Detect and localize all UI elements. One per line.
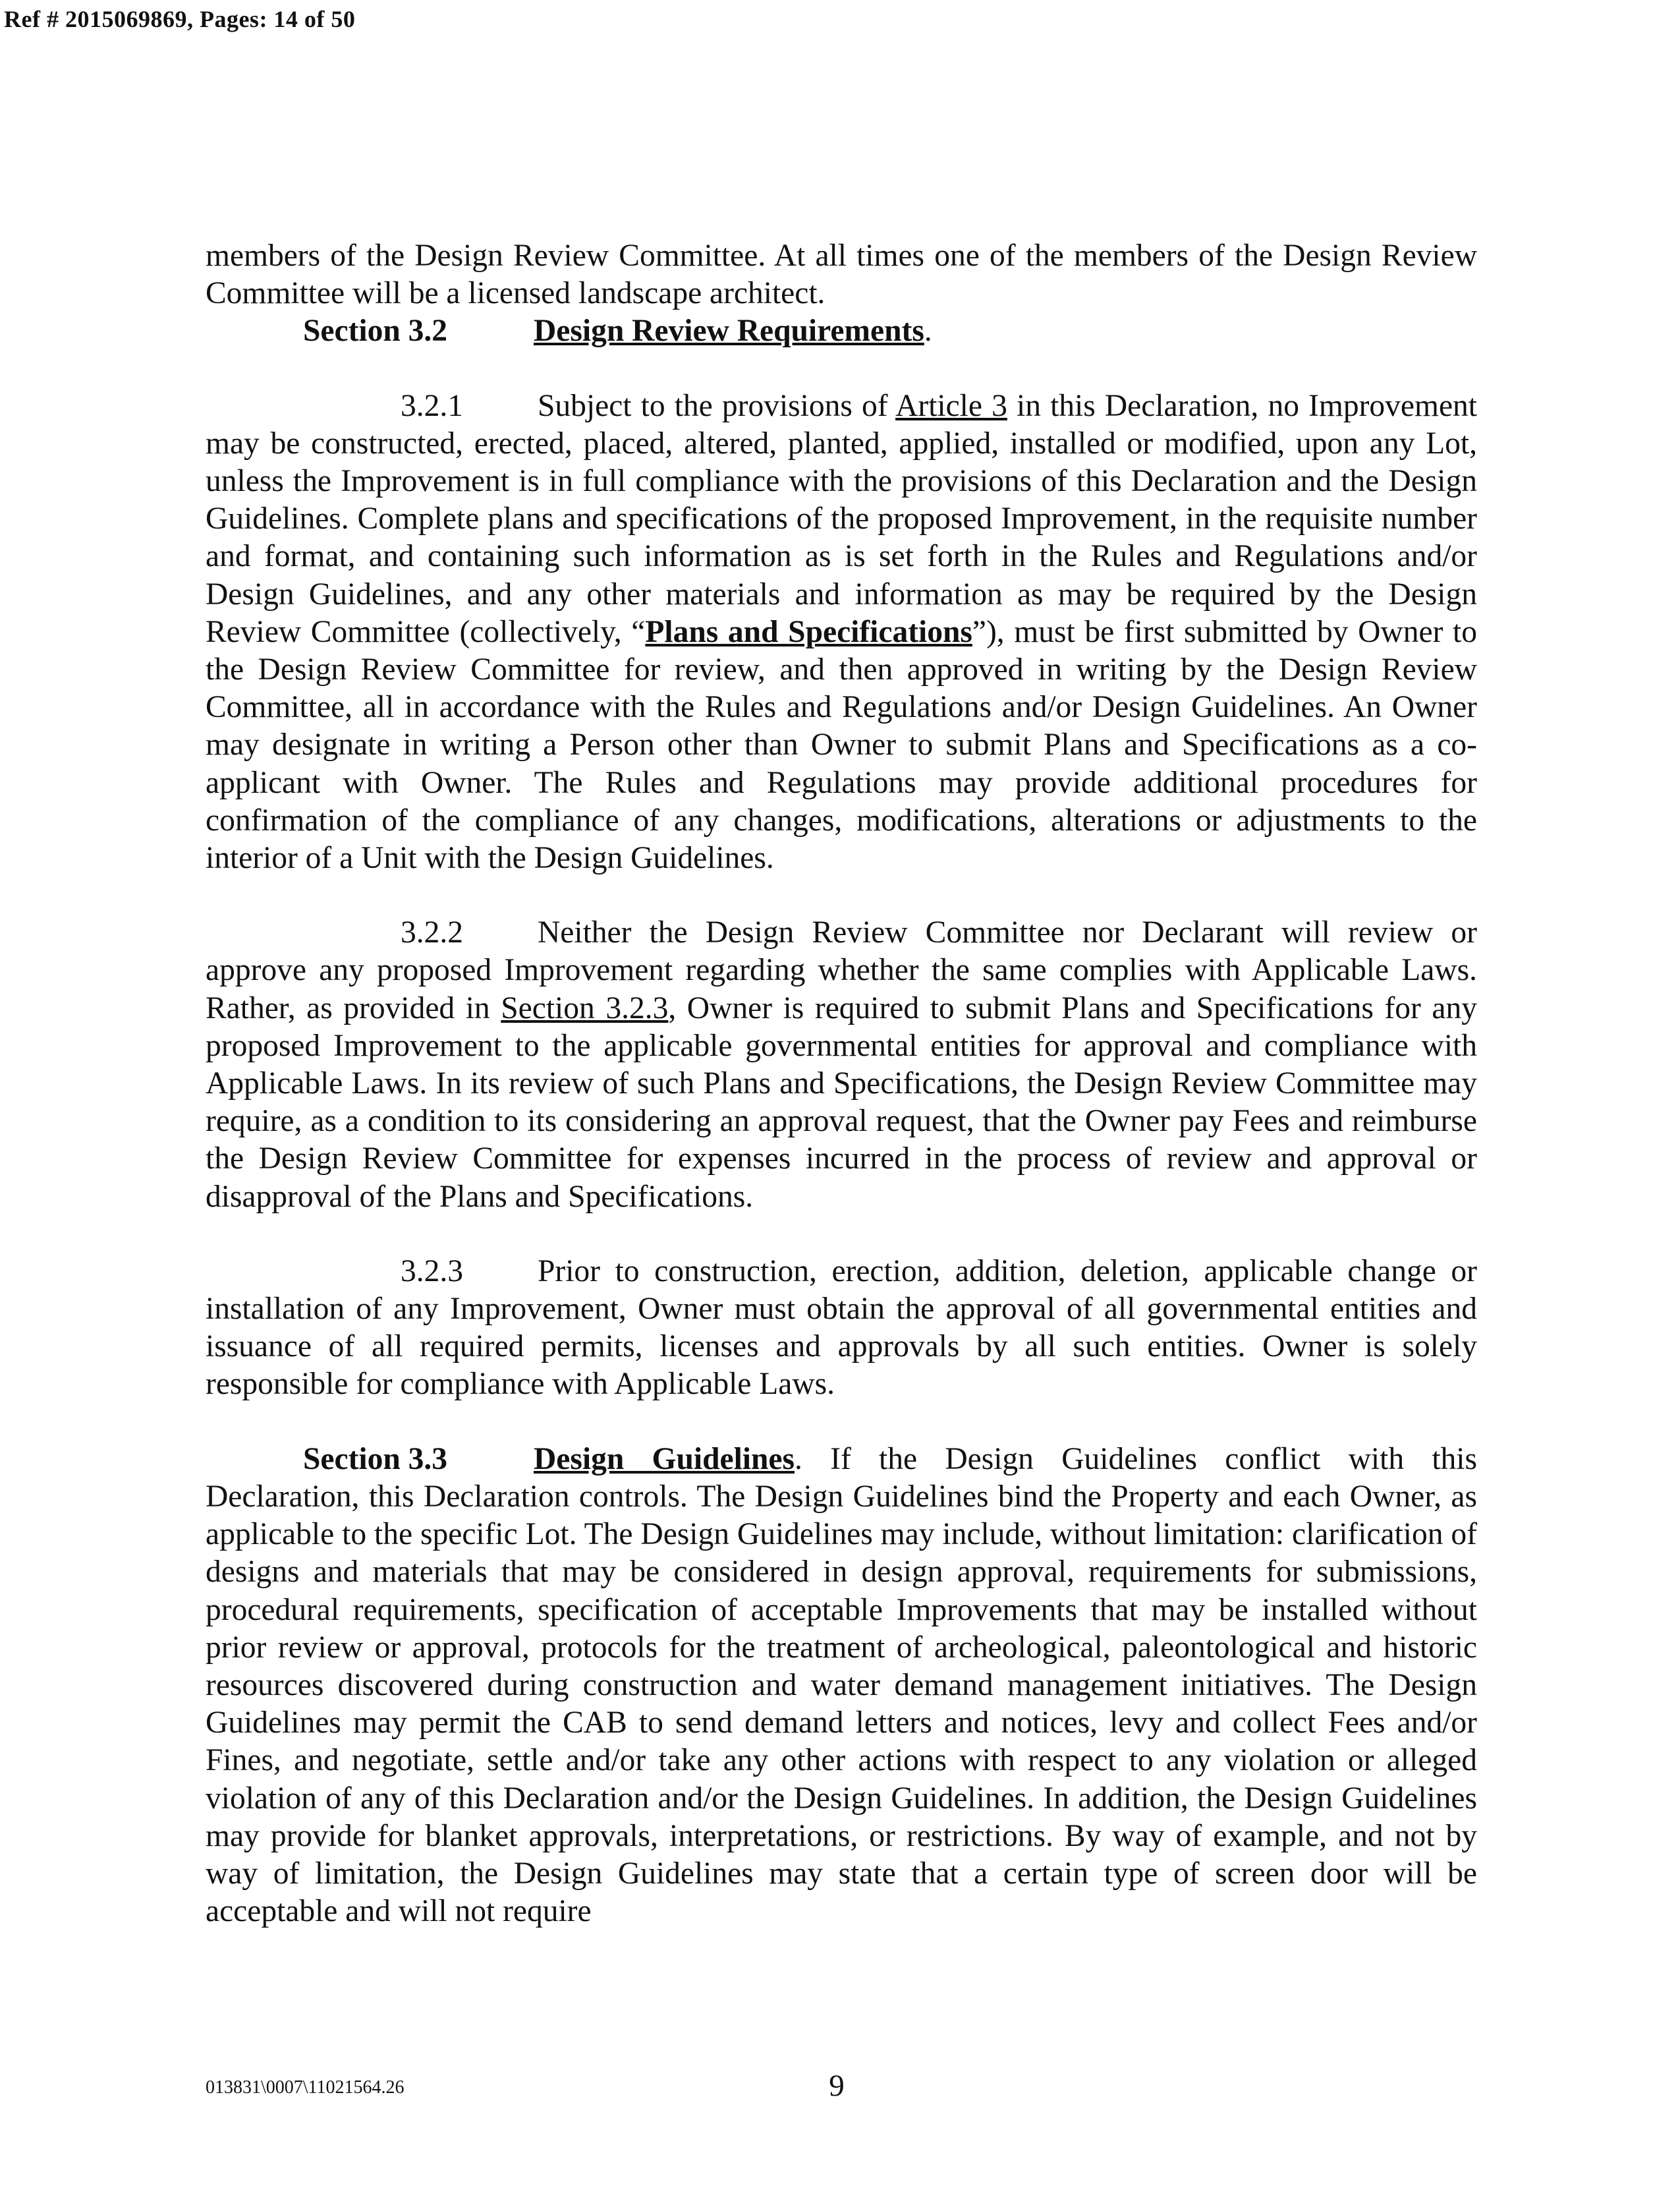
page-number: 9 xyxy=(829,2069,845,2103)
paragraph-text: , Owner is required to submit Plans and Specifications for any proposed Improvement to the applicable governmental entities for approval and compliance with Applicable Laws. In its review of such Plans and Specifications, the Design Review Committee may require, as a condition to its considering an approval request, that the Owner pay Fees and reimburse the Design Review Committee for expenses incurred in the process of review and approval or disapproval of the Plans and Specifications. xyxy=(206,991,1477,1214)
paragraph-text: Subject to the provisions of xyxy=(538,388,896,423)
section-3-3 xyxy=(206,1441,1477,1931)
footer-document-id: 013831\0007\11021564.26 xyxy=(206,2077,405,2098)
paragraph-3-2-1 xyxy=(206,388,1477,878)
paragraph-number: 3.2.1 xyxy=(401,388,463,423)
article-3-reference: Article 3 xyxy=(895,388,1007,423)
defined-term: Plans and Specifications xyxy=(645,614,972,649)
paragraph-text: in this Declaration, no Improvement may be constructed, erected, placed, altered, planted, applied, installed or modified, upon any Lot, unless the Improvement is in full compliance with the provisions of this Declaration and the Design Guidelines. Complete plans and specifications of the proposed Improvement, in the requisite number and format, and containing such information as is set forth in the Rules and Regulations and/or Design Guidelines, and any other materials and information as may be required by the Design Review Committee (collectively, “ xyxy=(206,388,1477,649)
paragraph-3-2-3 xyxy=(206,1253,1477,1404)
section-3-2-3-reference: Section 3.2.3 xyxy=(501,991,669,1025)
paragraph-number: 3.2.3 xyxy=(401,1253,463,1288)
section-title: Design Guidelines xyxy=(534,1441,795,1476)
section-label: Section 3.2 xyxy=(303,314,448,349)
paragraph-3-2-2 xyxy=(206,914,1477,1216)
section-3-2-heading xyxy=(206,312,1477,350)
section-title-period: . xyxy=(924,314,932,349)
section-title: Design Review Requirements xyxy=(534,314,924,349)
document-reference: Ref # 2015069869, Pages: 14 of 50 xyxy=(4,6,356,32)
section-label: Section 3.3 xyxy=(303,1441,448,1476)
paragraph-number: 3.2.2 xyxy=(401,915,463,950)
paragraph-text: Neither the Design Review Committee nor Declarant will review or approve any proposed Improvement regarding whether the same complies with Applicable Laws. Rather, as provided in xyxy=(206,915,1477,1025)
paragraph-text: Prior to construction, erection, addition, deletion, applicable change or installation of any Improvement, Owner must obtain the approval of all governmental entities and issuance of all required permits, licenses and approvals by all such entities. Owner is solely responsible for compliance with Applicable Laws. xyxy=(206,1253,1477,1402)
paragraph-continuation: members of the Design Review Committee. At all times one of the members of the Design Review Committee will be a licensed landscape architect. xyxy=(206,239,1477,311)
paragraph-text: ”), must be first submitted by Owner to the Design Review Committee for review, and then approved in writing by the Design Review Committee, all in accordance with the Rules and Regulations and/or Design Guidelines. An Owner may designate in writing a Person other than Owner to submit Plans and Specifications as a co-applicant with Owner. The Rules and Regulations may provide additional procedures for confirmation of the compliance of any changes, modifications, alterations or adjustments to the interior of a Unit with the Design Guidelines. xyxy=(206,614,1478,876)
paragraph-text: . If the Design Guidelines conflict with this Declaration, this Declaration controls. The Design Guidelines bind the Property and each Owner, as applicable to the specific Lot. The Design Guidelines may include, without limitation: clarification of designs and materials that may be considered in design approval, requirements for submissions, procedural requirements, specification of acceptable Improvements that may be installed without prior review or approval, protocols for the treatment of archeological, paleontological and historic resources discovered during construction and water demand management initiatives. The Design Guidelines may permit the CAB to send demand letters and notices, levy and collect Fees and/or Fines, and negotiate, settle and/or take any other actions with respect to any violation or alleged violation of any of this Declaration and/or the Design Guidelines. In addition, the Design Guidelines may provide for blanket approvals, interpretations, or restrictions. By way of example, and not by way of limitation, the Design Guidelines may state that a certain type of screen door will be acceptable and will not require xyxy=(206,1441,1477,1929)
document-body xyxy=(206,237,1477,1930)
